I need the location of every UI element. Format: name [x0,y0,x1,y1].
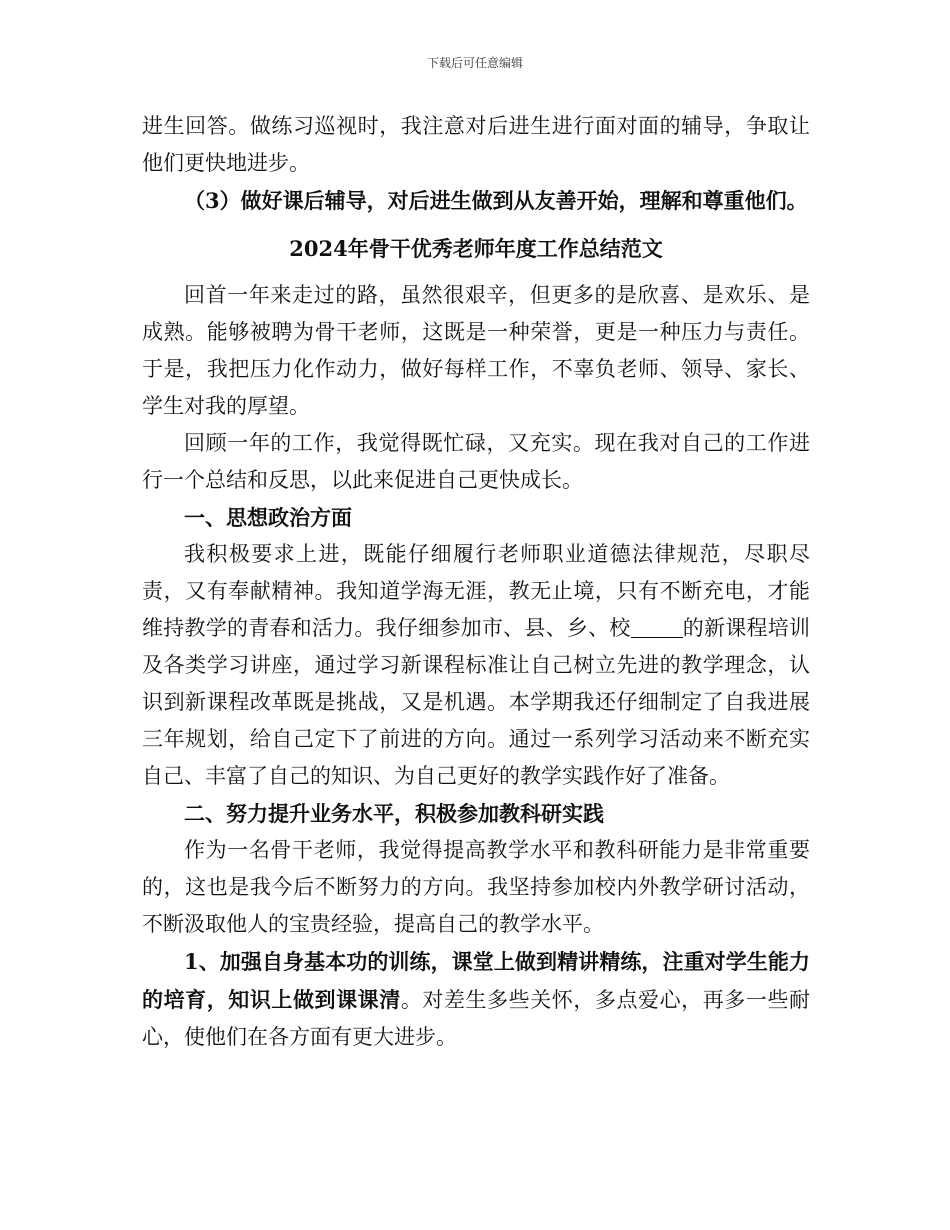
intro-paragraph-1: 回首一年来走过的路，虽然很艰辛，但更多的是欣喜、是欢乐、是成熟。能够被聘为骨干老师，这既是一种荣誉，更是一种压力与责任。于是，我把压力化作动力，做好每样工作，不辜负老师、领导、家长、学生对我的厚望。 [142,283,810,418]
section-2-paragraph: 作为一名骨干老师，我觉得提高教学水平和教科研能力是非常重要的，这也是我今后不断努力的方向。我坚持参加校内外教学研讨活动，不断汲取他人的宝贵经验，提高自己的教学水平。 [142,838,810,936]
document-title: 2024年骨干优秀老师年度工作总结范文 [289,236,663,261]
point-3: （3）做好课后辅导，对后进生做到从友善开始，理解和尊重他们。 [184,188,808,213]
paragraph-continuation: 进生回答。做练习巡视时，我注意对后进生进行面对面的辅导，争取让他们更快地进步。 [142,114,810,175]
section-1-text-b: 的新课程培训及各类学习讲座，通过学习新课程标准让自己树立先进的教学理念，认识到新课程改革既是挑战，又是机遇。本学期我还仔细制定了自我进展三年规划，给自己定下了前进的方向。通过一系列学习活动来不断充实自己、丰富了自己的知识、为自己更好的教学实践作好了准备。 [142,616,811,788]
page-header: 下载后可任意编辑 [426,56,523,70]
section-heading-1: 一、思想政治方面 [184,505,352,530]
fill-blank [631,616,683,638]
item-1-text: 。对差生多些关怀，多点爱心，再多一些耐心，使他们在各方面有更大进步。 [142,988,811,1049]
document-body [142,108,810,1056]
section-1-text-a: 我积极要求上进，既能仔细履行老师职业道德法律规范，尽职尽责，又有奉献精神。我知道学海无涯，教无止境，只有不断充电，才能维持教学的青春和活力。我仔细参加市、县、乡、校 [142,542,810,640]
item-1-bold-text: 1、加强自身基本功的训练，课堂上做到精讲精练，注重对学生能力的培育，知识上做到课课清 [142,949,810,1012]
item-1-paragraph [142,943,810,1056]
section-heading-2: 二、努力提升业务水平，积极参加教科研实践 [184,801,604,826]
section-1-paragraph [142,536,810,795]
intro-paragraph-2: 回顾一年的工作，我觉得既忙碌，又充实。现在我对自己的工作进行一个总结和反思，以此来促进自己更快成长。 [142,431,810,492]
